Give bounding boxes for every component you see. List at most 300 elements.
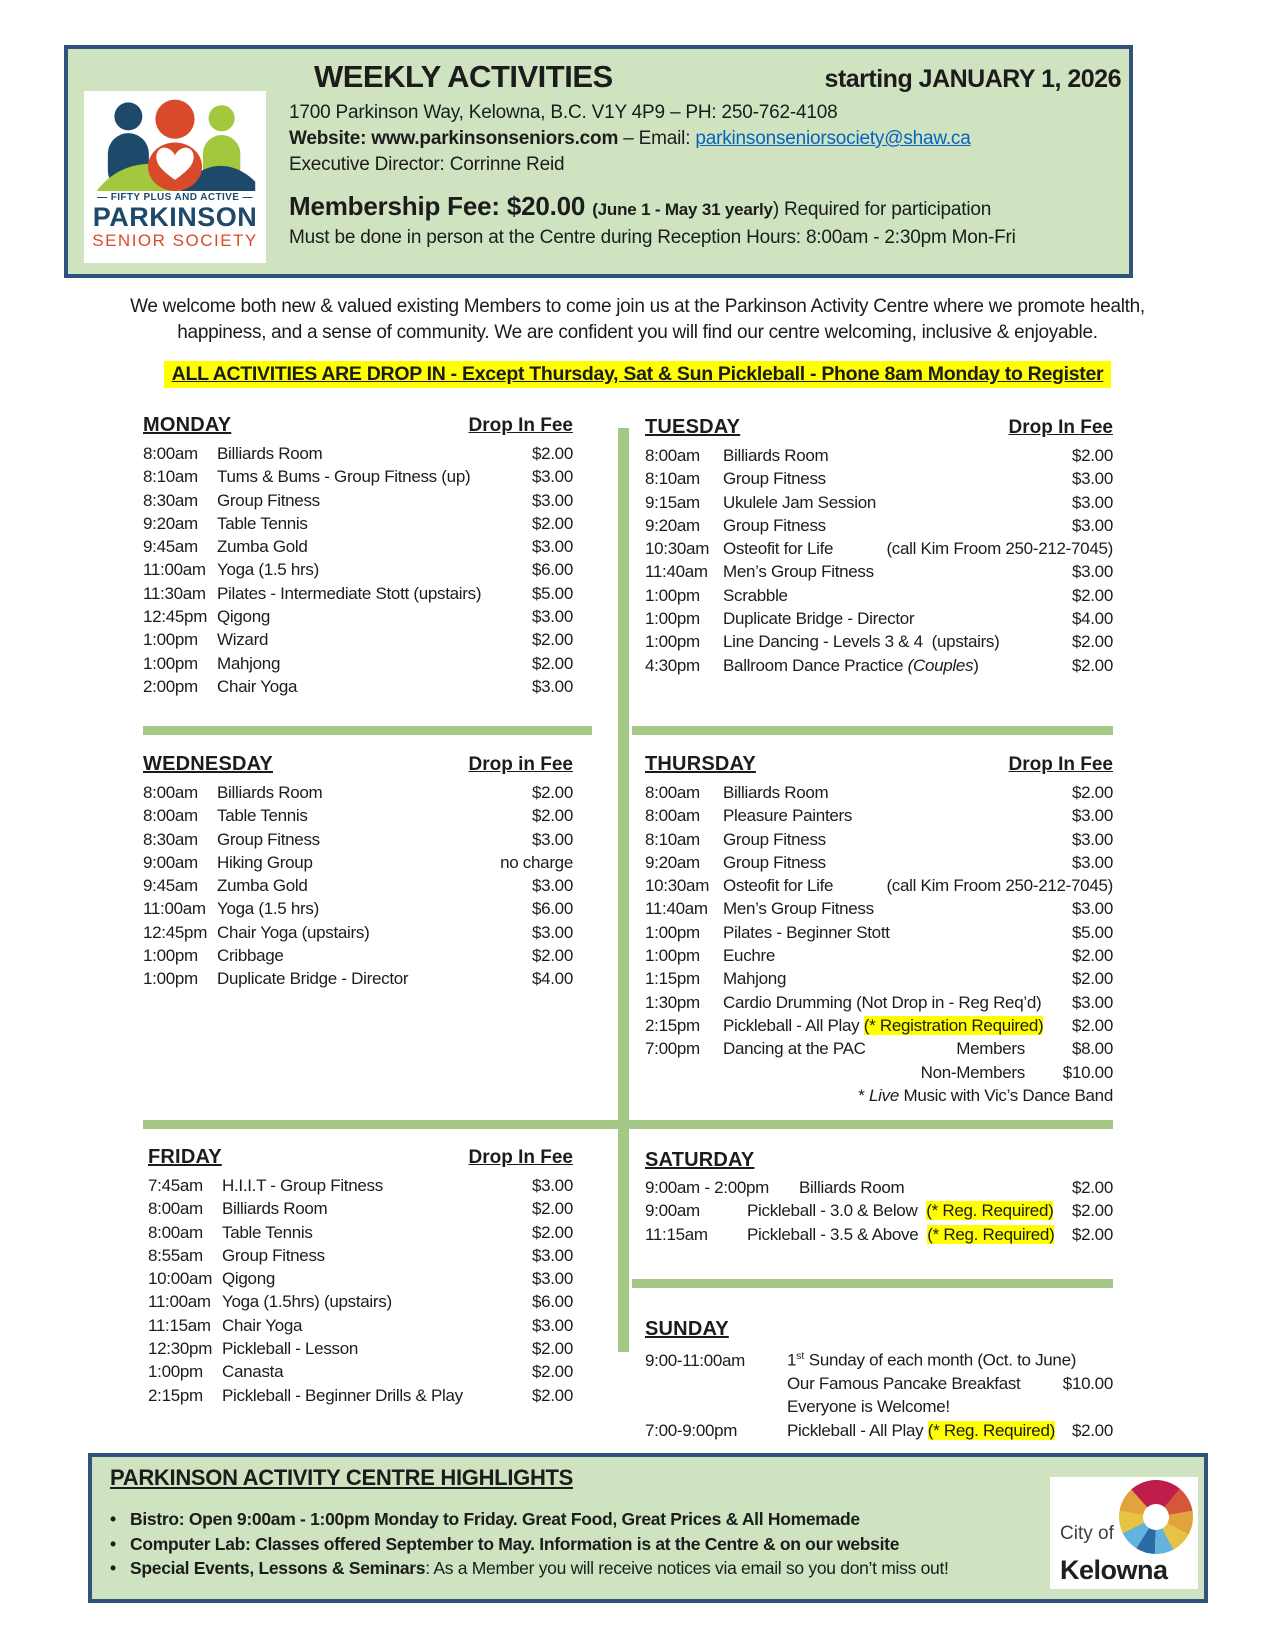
parkinson-society-logo <box>84 91 266 263</box>
row-fee: $5.00 <box>531 583 573 603</box>
row-activity <box>217 582 481 605</box>
schedule-row <box>143 628 573 651</box>
row-time: 1:00pm <box>645 609 700 629</box>
activity-text: Pleasure Painters <box>723 806 853 826</box>
activity-text: Pilates - Beginner Stott <box>723 922 890 942</box>
row-fee: $3.00 <box>531 876 573 896</box>
row-activity <box>217 781 322 804</box>
row-activity <box>217 628 268 651</box>
email-label: – Email: <box>618 128 696 149</box>
schedule-row <box>645 851 1113 874</box>
row-time: 8:00am <box>645 783 700 802</box>
row-fee: $2.00 <box>531 513 573 533</box>
day-header-row <box>645 414 1113 441</box>
row-time: 9:45am <box>143 537 198 557</box>
schedule-row <box>645 1084 1113 1107</box>
saturday-sunday-divider <box>632 1279 1113 1288</box>
row-time: 10:00am <box>148 1269 213 1289</box>
drop-in-banner-text: ALL ACTIVITIES ARE DROP IN - Except Thursday, Sat & Sun Pickleball - Phone 8am Monday to Register <box>164 361 1112 388</box>
row-fee: $2.00 <box>1071 1420 1113 1440</box>
row-time: 11:00am <box>143 899 206 919</box>
highlight-bullet <box>110 1556 1030 1581</box>
schedule-row <box>645 607 1113 630</box>
activity-text: st <box>796 1350 805 1362</box>
row-activity <box>799 1176 904 1199</box>
row-fee: $6.00 <box>531 899 573 919</box>
activity-text: Group Fitness <box>217 829 320 849</box>
row-activity <box>217 489 320 512</box>
activity-text: Billiards Room <box>217 444 323 463</box>
row-activity <box>723 654 979 677</box>
schedule-row <box>645 781 1113 804</box>
schedule-row <box>645 991 1113 1014</box>
schedule-row <box>148 1267 573 1290</box>
row-fee: $2.00 <box>531 783 573 802</box>
row-time: 1:00pm <box>645 922 700 942</box>
membership-note: Must be done in person at the Centre during Reception Hours: 8:00am - 2:30pm Mon-Fri <box>289 227 1016 248</box>
row-fee: $2.00 <box>1071 969 1113 989</box>
row-time: 1:00pm <box>645 632 700 652</box>
row-activity <box>787 1419 1055 1442</box>
schedule-row <box>143 874 573 897</box>
website-line <box>289 128 1121 150</box>
activity-text: Canasta <box>222 1362 284 1382</box>
highlight-bullet <box>110 1507 1030 1532</box>
schedule-row <box>143 535 573 558</box>
activity-text: Cardio Drumming (Not Drop in - Reg Req’d) <box>723 992 1042 1012</box>
bullet-bold-text: • Special Events, Lessons & Seminars <box>130 1558 426 1578</box>
schedule-row <box>645 467 1113 490</box>
website-text: Website: www.parkinsonseniors.com <box>289 128 619 149</box>
activity-text: (Couples <box>907 655 974 675</box>
row-fee: $3.00 <box>531 607 573 627</box>
schedule-row <box>148 1384 573 1407</box>
schedule-row <box>645 537 1113 560</box>
schedule-tuesday <box>645 414 1113 677</box>
schedule-row <box>645 560 1113 583</box>
row-activity <box>723 514 826 537</box>
row-time: 9:45am <box>143 876 198 896</box>
highlights-title: PARKINSON ACTIVITY CENTRE HIGHLIGHTS <box>110 1465 574 1490</box>
activity-text: Sunday of each month (Oct. to June) <box>804 1350 1077 1370</box>
row-fee: $3.00 <box>531 1315 573 1335</box>
schedule-row <box>645 1176 1113 1199</box>
highlights-bullets <box>110 1507 1030 1581</box>
row-time: 11:00am <box>148 1292 211 1312</box>
row-fee: $3.00 <box>1071 992 1113 1012</box>
mid-page-divider <box>143 1120 1113 1129</box>
schedule-row <box>645 874 1113 897</box>
row-time: 1:15pm <box>645 969 700 989</box>
activity-text: Euchre <box>723 946 776 966</box>
day-header-row <box>645 1316 1113 1342</box>
activity-text: 1 <box>787 1350 797 1370</box>
row-activity <box>723 828 826 851</box>
activity-text: Billiards Room <box>723 446 829 465</box>
row-fee: $2.00 <box>531 806 573 826</box>
activity-text: Pickleball - Lesson <box>222 1339 359 1359</box>
start-date: starting JANUARY 1, 2026 <box>824 65 1121 93</box>
row-activity <box>723 467 826 490</box>
row-activity <box>217 851 313 874</box>
row-activity <box>723 991 1041 1014</box>
tuesday-thursday-divider <box>632 726 1113 735</box>
schedule-row <box>143 489 573 512</box>
row-fee: $3.00 <box>531 1269 573 1289</box>
row-activity <box>217 535 308 558</box>
activity-text: Duplicate Bridge - Director <box>723 609 915 629</box>
row-fee: $10.00 <box>1062 1062 1113 1082</box>
row-time: 11:15am <box>148 1315 211 1335</box>
row-fee: $2.00 <box>531 653 573 673</box>
schedule-row <box>645 944 1113 967</box>
row-activity <box>222 1221 313 1244</box>
row-activity <box>222 1314 302 1337</box>
activity-text: Men’s Group Fitness <box>723 899 874 919</box>
vertical-divider <box>618 428 629 1352</box>
schedule-row <box>148 1221 573 1244</box>
row-fee: $6.00 <box>531 560 573 580</box>
row-time: 8:55am <box>148 1245 203 1265</box>
activity-text: Chair Yoga (upstairs) <box>217 922 370 942</box>
schedule-row <box>148 1360 573 1383</box>
schedule-row <box>645 654 1113 677</box>
row-time: 12:45pm <box>143 922 208 942</box>
monday-wednesday-divider <box>143 726 592 735</box>
schedule-row <box>143 465 573 488</box>
row-time: 8:30am <box>143 490 198 510</box>
membership-period: (June 1 - May 31 yearly <box>592 200 773 219</box>
activity-text: Group Fitness <box>723 829 826 849</box>
activity-text: Mahjong <box>217 653 281 673</box>
row-activity <box>217 465 470 488</box>
activity-text: Yoga (1.5 hrs) <box>217 560 319 580</box>
schedule-row <box>143 512 573 535</box>
kelowna-mandala-icon <box>1119 1480 1193 1554</box>
schedule-row <box>645 967 1113 990</box>
row-activity <box>723 1014 1043 1037</box>
activity-text: Pickleball - 3.5 & Above <box>747 1224 928 1244</box>
row-fee: $5.00 <box>1071 922 1113 942</box>
schedule-row <box>148 1174 573 1197</box>
row-activity <box>217 512 308 535</box>
row-activity <box>723 560 874 583</box>
row-fee: $3.00 <box>1071 492 1113 512</box>
row-fee: $2.00 <box>1071 783 1113 802</box>
day-header-row <box>143 412 573 439</box>
row-activity <box>222 1384 463 1407</box>
row-fee: $3.00 <box>531 922 573 942</box>
schedule-row <box>645 1061 1113 1084</box>
row-fee: $3.00 <box>1071 562 1113 582</box>
row-activity <box>222 1267 275 1290</box>
row-time: 8:00am <box>645 806 700 826</box>
row-activity <box>723 874 833 897</box>
row-activity <box>217 652 280 675</box>
activity-text: Billiards Room <box>217 783 323 802</box>
schedule-row <box>143 967 573 990</box>
row-activity <box>217 828 320 851</box>
schedule-row <box>143 897 573 920</box>
activity-text: ) <box>973 655 979 675</box>
schedule-row <box>143 804 573 827</box>
activity-text: Duplicate Bridge - Director <box>217 969 409 989</box>
membership-fee: Membership Fee: $20.00 <box>289 191 593 221</box>
welcome-paragraph <box>60 294 1215 346</box>
schedule-row <box>143 781 573 804</box>
row-time: 11:00am <box>143 560 206 580</box>
activity-text: Scrabble <box>723 585 788 605</box>
fee-column-header: Drop In Fee <box>468 1147 573 1168</box>
activity-text: Tums & Bums - Group Fitness (up) <box>217 467 471 487</box>
row-time: 8:00am <box>143 783 198 802</box>
schedule-row <box>143 944 573 967</box>
schedule-row <box>148 1290 573 1313</box>
activity-text: Qigong <box>217 607 271 627</box>
row-fee: $2.00 <box>1071 1224 1113 1244</box>
activity-text: Chair Yoga <box>222 1315 303 1335</box>
address-line: 1700 Parkinson Way, Kelowna, B.C. V1Y 4P9 – PH: 250-762-4108 <box>289 102 838 123</box>
row-time: 10:30am <box>645 876 710 896</box>
bullet-bold-text: • Computer Lab: Classes offered September to May. Information is at the Centre & on our website <box>130 1533 900 1554</box>
row-note: (call Kim Froom 250-212-7045) <box>886 539 1113 559</box>
row-fee: $2.00 <box>1071 655 1113 675</box>
registration-required-highlight: (* Reg. Required) <box>927 1420 1055 1440</box>
bullet-bold-text: • Bistro: Open 9:00am - 1:00pm Monday to Friday. Great Food, Great Prices & All Homemade <box>130 1509 860 1529</box>
schedule-row <box>645 1372 1113 1395</box>
row-fee: $3.00 <box>531 490 573 510</box>
row-activity <box>723 537 833 560</box>
schedule-saturday <box>645 1147 1113 1246</box>
activity-text: Yoga (1.5hrs) (upstairs) <box>222 1292 392 1312</box>
activity-text: Pickleball - All Play <box>723 1015 864 1035</box>
day-header-row <box>148 1144 573 1171</box>
row-time: 9:20am <box>645 852 700 872</box>
kelowna-wordmark: Kelowna <box>1060 1555 1168 1585</box>
row-fee: $3.00 <box>531 829 573 849</box>
row-time: 9:00am - 2:00pm <box>645 1178 770 1197</box>
row-fee: $2.00 <box>1071 1178 1113 1197</box>
row-activity <box>723 630 1000 653</box>
row-note: (call Kim Froom 250-212-7045) <box>886 876 1113 896</box>
row-activity <box>723 444 828 467</box>
activity-text: Cribbage <box>217 946 284 966</box>
schedule-row <box>645 584 1113 607</box>
schedule-row <box>143 582 573 605</box>
day-name: SUNDAY <box>645 1318 729 1340</box>
day-name: MONDAY <box>143 414 232 436</box>
schedule-row <box>645 897 1113 920</box>
activity-text: Table Tennis <box>217 806 308 826</box>
row-time: 1:00pm <box>143 630 198 650</box>
row-fee: $3.00 <box>531 676 573 696</box>
row-activity <box>787 1345 1076 1372</box>
activity-text: Dancing at the PAC <box>723 1039 866 1059</box>
row-activity <box>217 675 297 698</box>
activity-text: Table Tennis <box>222 1222 313 1242</box>
activity-text: Qigong <box>222 1269 276 1289</box>
activity-text: Ballroom Dance Practice <box>723 655 908 675</box>
row-activity <box>222 1244 325 1267</box>
highlights-box <box>88 1453 1208 1603</box>
activity-text: Pilates - Intermediate Stott (upstairs) <box>217 583 482 603</box>
day-name: TUESDAY <box>645 416 741 438</box>
schedule-row <box>148 1197 573 1220</box>
activity-text: Pickleball - Beginner Drills & Play <box>222 1385 463 1405</box>
activity-text: Billiards Room <box>799 1178 905 1197</box>
activity-text: Music with Vic’s Dance Band <box>899 1085 1113 1105</box>
registration-required-highlight: (* Reg. Required) <box>927 1224 1055 1244</box>
highlight-bullet <box>110 1532 1030 1557</box>
row-time: 2:00pm <box>143 676 198 696</box>
activity-text: Osteofit for Life <box>723 876 834 896</box>
activity-text: Osteofit for Life <box>723 539 834 559</box>
row-activity <box>723 944 775 967</box>
row-activity <box>222 1174 383 1197</box>
schedule-row <box>645 1395 1113 1418</box>
row-time: 8:00am <box>143 444 198 463</box>
row-fee: $3.00 <box>1071 806 1113 826</box>
row-activity <box>217 804 308 827</box>
row-time: 7:45am <box>148 1176 203 1195</box>
row-activity <box>217 921 369 944</box>
title-row <box>289 59 1121 95</box>
activity-text: * <box>858 1085 870 1105</box>
row-time: 9:20am <box>645 515 700 535</box>
schedule-row <box>143 605 573 628</box>
activity-text: Mahjong <box>723 969 787 989</box>
activity-text: Wizard <box>217 630 269 650</box>
activity-text: Men’s Group Fitness <box>723 562 874 582</box>
row-fee: $2.00 <box>1071 446 1113 465</box>
row-fee: $2.00 <box>1071 632 1113 652</box>
row-time: 8:10am <box>645 469 700 489</box>
email-link[interactable]: parkinsonseniorsociety@shaw.ca <box>695 128 971 149</box>
activity-text: Billiards Room <box>222 1199 328 1219</box>
schedule-thursday <box>645 751 1113 1107</box>
row-time: 11:40am <box>645 562 708 582</box>
schedule-row <box>645 1419 1113 1442</box>
people-logo-icon <box>91 94 259 191</box>
bullet-regular-text: : As a Member you will receive notices via email so you don’t miss out! <box>425 1558 949 1578</box>
schedule-monday <box>143 412 573 698</box>
row-activity <box>723 584 788 607</box>
day-header-row <box>645 751 1113 778</box>
row-fee: $3.00 <box>531 467 573 487</box>
logo-name: PARKINSON <box>92 202 258 232</box>
row-fee: $2.00 <box>531 1385 573 1405</box>
activity-text: Group Fitness <box>723 515 826 535</box>
row-activity <box>217 874 308 897</box>
activity-text: Group Fitness <box>723 852 826 872</box>
registration-required-highlight: (* Reg. Required) <box>926 1201 1054 1221</box>
row-time: 7:00pm <box>645 1039 700 1059</box>
activity-text: H.I.I.T - Group Fitness <box>222 1176 383 1195</box>
row-time: 1:00pm <box>645 946 700 966</box>
schedule-row <box>645 1223 1113 1246</box>
schedule-friday <box>148 1144 573 1407</box>
activity-text: Pickleball - All Play <box>787 1420 928 1440</box>
drop-in-banner <box>0 361 1275 388</box>
schedule-row <box>645 630 1113 653</box>
row-fee: $2.00 <box>1071 1015 1113 1035</box>
fee-column-header: Drop In Fee <box>1008 417 1113 438</box>
row-fee: $6.00 <box>531 1292 573 1312</box>
day-name: WEDNESDAY <box>143 753 273 775</box>
activity-text: Our Famous Pancake Breakfast <box>787 1373 1021 1393</box>
day-header-row <box>645 1147 1113 1173</box>
welcome-line-1: We welcome both new & valued existing Members to come join us at the Parkinson Activity Centre where we promote health, <box>130 296 1145 317</box>
row-time: 8:10am <box>645 829 700 849</box>
row-fee: $2.00 <box>531 946 573 966</box>
row-activity <box>723 1037 866 1060</box>
day-header-row <box>143 751 573 778</box>
membership-line <box>289 191 1121 222</box>
schedule-row <box>645 1345 1113 1372</box>
row-activity <box>217 897 319 920</box>
activity-text: Yoga (1.5 hrs) <box>217 899 319 919</box>
schedule-row <box>645 491 1113 514</box>
row-activity <box>723 804 852 827</box>
row-time: 9:20am <box>143 513 198 533</box>
activity-text: Pickleball - 3.0 & Below <box>747 1201 927 1221</box>
row-activity <box>723 491 876 514</box>
row-activity <box>723 897 874 920</box>
schedule-row <box>645 1199 1113 1222</box>
city-of-kelowna-logo <box>1050 1477 1198 1589</box>
row-fee: $2.00 <box>1071 585 1113 605</box>
fee-column-header: Drop in Fee <box>468 754 573 775</box>
schedule-row <box>143 442 573 465</box>
row-activity <box>747 1199 1053 1222</box>
row-fee: $2.00 <box>531 1199 573 1219</box>
activity-text: Billiards Room <box>723 783 829 802</box>
activity-text: Chair Yoga <box>217 676 298 696</box>
row-fee: $3.00 <box>531 1176 573 1195</box>
row-fee: $2.00 <box>531 1362 573 1382</box>
activity-text: Live <box>869 1085 900 1105</box>
fee-column-header: Drop In Fee <box>468 415 573 436</box>
row-fee: $4.00 <box>531 969 573 989</box>
row-fee: $2.00 <box>1071 946 1113 966</box>
activity-text: Group Fitness <box>723 469 826 489</box>
row-fee: $3.00 <box>1071 515 1113 535</box>
activity-text: Group Fitness <box>217 490 320 510</box>
row-time: 1:00pm <box>645 585 700 605</box>
header-box <box>64 45 1133 278</box>
row-fee: $3.00 <box>531 537 573 557</box>
row-time: 9:00-11:00am <box>645 1350 746 1370</box>
row-activity <box>723 967 786 990</box>
row-time: 7:00-9:00pm <box>645 1420 738 1440</box>
row-time: 1:00pm <box>148 1362 203 1382</box>
day-name: SATURDAY <box>645 1149 755 1171</box>
schedule-row <box>645 1014 1113 1037</box>
row-time: 8:00am <box>148 1222 203 1242</box>
activity-text: Group Fitness <box>222 1245 325 1265</box>
welcome-line-2: happiness, and a sense of community. We are confident you will find our centre welcoming, inclusive & enjoyable. <box>177 322 1098 343</box>
row-activity <box>217 442 322 465</box>
row-activity <box>747 1223 1054 1246</box>
activity-text: Ukulele Jam Session <box>723 492 877 512</box>
row-time: 1:00pm <box>143 946 198 966</box>
day-name: FRIDAY <box>148 1146 222 1168</box>
row-activity <box>217 558 319 581</box>
schedule-row <box>148 1244 573 1267</box>
row-fee: $2.00 <box>531 444 573 463</box>
schedule-row <box>143 828 573 851</box>
row-time: 2:15pm <box>645 1015 700 1035</box>
